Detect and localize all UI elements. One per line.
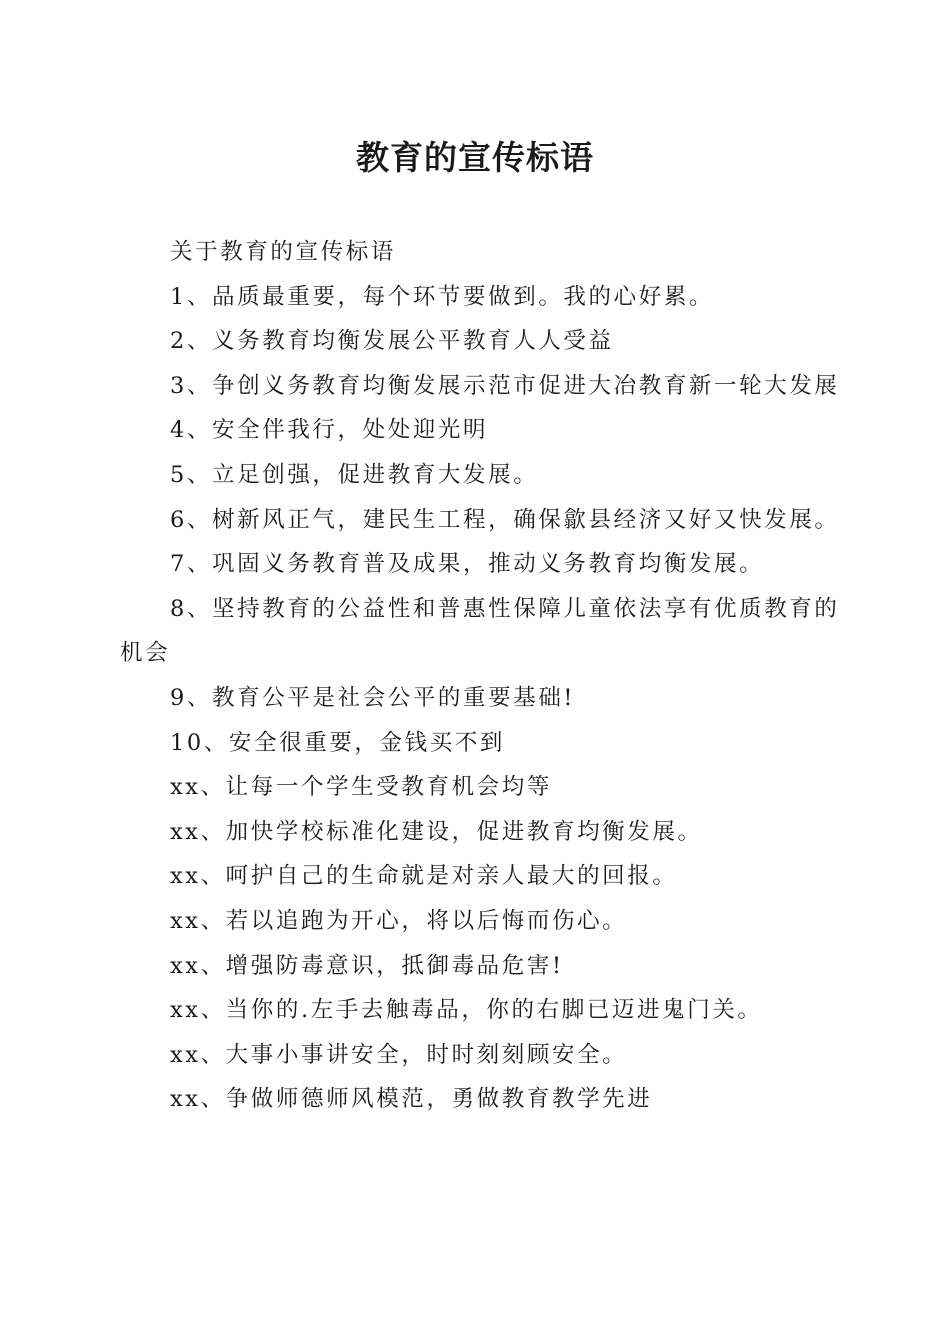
slogan-item: xx、增强防毒意识，抵御毒品危害! [170,952,564,979]
slogan-item: xx、当你的.左手去触毒品，你的右脚已迈进鬼门关。 [170,997,763,1024]
document-title: 教育的宣传标语 [356,138,594,177]
slogan-item: 3、争创义务教育均衡发展示范市促进大冶教育新一轮大发展 [170,372,840,399]
document-body [120,230,840,1122]
slogan-item: 4、安全伴我行，处处迎光明 [170,417,489,444]
slogan-item: 8、坚持教育的公益性和普惠性保障儿童依法享有优质教育的机会 [120,595,840,667]
slogan-item: xx、若以追跑为开心，将以后悔而伤心。 [170,907,628,934]
paragraph-intro: 关于教育的宣传标语 [170,239,396,265]
slogan-item: 9、教育公平是社会公平的重要基础! [170,684,576,711]
slogan-item: xx、争做师德师风模范，勇做教育教学先进 [170,1086,653,1113]
slogan-item: xx、加快学校标准化建设，促进教育均衡发展。 [170,818,703,845]
slogan-item: 7、巩固义务教育普及成果，推动义务教育均衡发展。 [170,551,765,578]
slogan-item: 6、树新风正气，建民生工程，确保歙县经济又好又快发展。 [170,506,840,533]
slogan-item: 5、立足创强，促进教育大发展。 [170,461,539,488]
slogan-item: 2、义务教育均衡发展公平教育人人受益 [170,328,614,355]
slogan-item: xx、大事小事讲安全，时时刻刻顾安全。 [170,1041,628,1068]
slogan-item: 1、品质最重要，每个环节要做到。我的心好累。 [170,283,715,310]
slogan-item: xx、让每一个学生受教育机会均等 [170,774,552,801]
slogan-item: 10、安全很重要，金钱买不到 [170,729,506,756]
slogan-item: xx、呵护自己的生命就是对亲人最大的回报。 [170,863,678,890]
